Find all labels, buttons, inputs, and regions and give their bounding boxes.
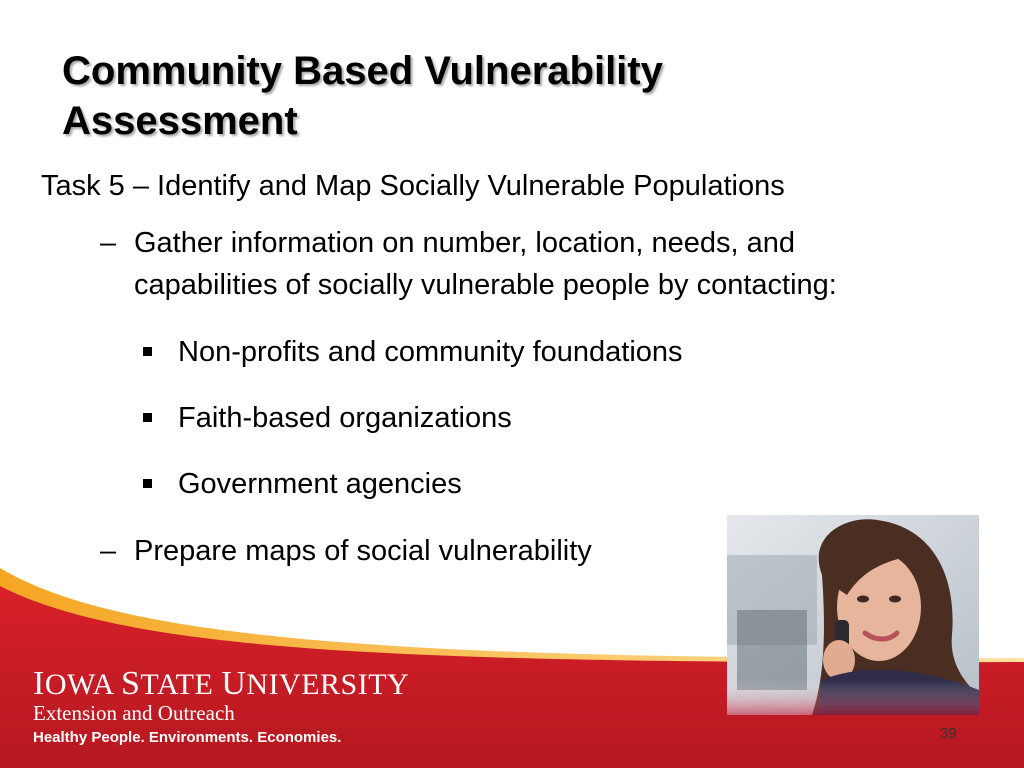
square-bullet-icon	[143, 413, 152, 422]
page-number: 39	[940, 725, 957, 742]
prepare-item: Prepare maps of social vulnerability	[134, 535, 592, 567]
slide-title	[62, 46, 962, 146]
sub-item-government: Government agencies	[178, 468, 462, 500]
extension-outreach-label: Extension and Outreach	[33, 701, 235, 725]
gather-line-2: capabilities of socially vulnerable people by contacting:	[134, 269, 837, 301]
title-line-2: Assessment	[62, 99, 298, 143]
square-bullet-icon	[143, 479, 152, 488]
title-line-1: Community Based Vulnerability	[62, 49, 663, 93]
university-wordmark: IOWA STATE UNIVERSITY	[33, 665, 410, 702]
task-heading: Task 5 – Identify and Map Socially Vulnerable Populations	[41, 170, 785, 202]
square-bullet-icon	[143, 347, 152, 356]
sub-item-faith-based: Faith-based organizations	[178, 402, 512, 434]
gather-item	[134, 222, 994, 306]
woman-on-phone-photo	[727, 515, 979, 715]
dash-bullet-gather: –	[100, 227, 117, 259]
university-logo	[33, 665, 410, 725]
dash-bullet-prepare: –	[100, 535, 117, 567]
gather-line-1: Gather information on number, location, needs, and	[134, 227, 795, 259]
footer-tagline: Healthy People. Environments. Economies.	[33, 729, 342, 746]
sub-item-nonprofits: Non-profits and community foundations	[178, 336, 683, 368]
